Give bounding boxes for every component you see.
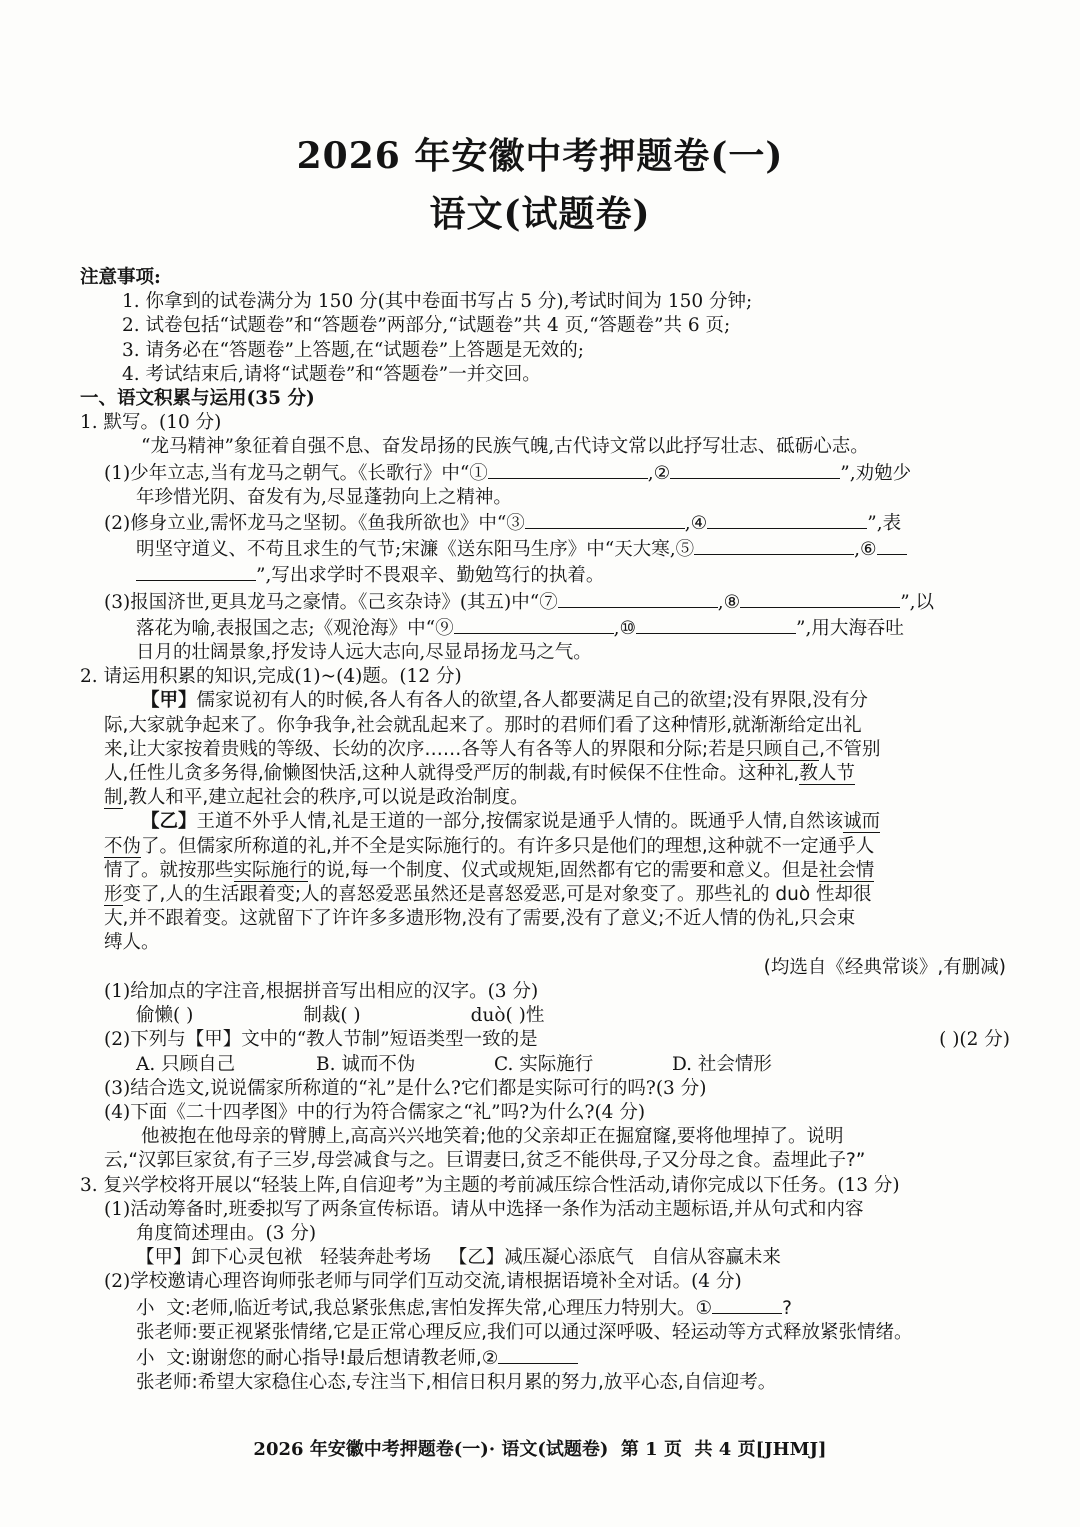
q2-sub1-items (80, 1004, 1010, 1028)
q2-sub4: (4)下面《二十四孝图》中的行为符合儒家之“礼”吗?为什么?(4 分) (104, 1101, 646, 1123)
exam-content (80, 266, 1010, 1395)
page-subtitle: 语文(试题卷) (429, 193, 651, 235)
passage-source: (均选自《经典常谈》,有删减) (763, 956, 1006, 978)
answer-blank-3[interactable] (525, 510, 685, 529)
answer-blank-9[interactable] (454, 615, 614, 634)
notice-item: 4. 考试结束后,请将“试题卷”和“答题卷”一并交回。 (122, 363, 541, 385)
answer-blank-8[interactable] (740, 589, 900, 608)
answer-paren[interactable]: ( )(2 分) (939, 1029, 1010, 1051)
q3-sub1: (1)活动筹备时,班委拟写了两条宣传标语。请从中选择一条作为活动主题标语,并从句式和内容 (104, 1198, 864, 1220)
q2-sub1: (1)给加点的字注音,根据拼音写出相应的汉字。(3 分) (104, 980, 539, 1002)
pinyin-item: 制裁( ) (303, 1005, 361, 1027)
answer-blank-1[interactable] (488, 460, 648, 479)
q2-sub2-options (80, 1053, 1010, 1077)
option-a[interactable]: A. 只顾自己 (136, 1053, 236, 1075)
option-b[interactable]: B. 诚而不伪 (316, 1053, 416, 1075)
q3-sub2: (2)学校邀请心理咨询师张老师与同学们互动交流,请根据语境补全对话。(4 分) (104, 1271, 742, 1293)
question-2-heading: 2. 请运用积累的知识,完成(1)~(4)题。(12 分) (80, 666, 462, 688)
pinyin-item: duò( )性 (470, 1005, 545, 1027)
notice-item: 3. 请务必在“答题卷”上答题,在“试题卷”上答题是无效的; (122, 339, 584, 361)
notice-item: 2. 试卷包括“试题卷”和“答题卷”两部分,“试题卷”共 4 页,“答题卷”共 6 页; (122, 315, 731, 337)
question-3-heading: 3. 复兴学校将开展以“轻装上阵,自信迎考”为主题的考前减压综合性活动,请你完成以下任务。(13 分) (80, 1174, 900, 1196)
passage-jia: 【甲】儒家说初有人的时候,各人有各人的欲望,各人都要满足自己的欲望;没有界限,没有分 际,大家就争起来了。你争我争,社会就乱起来了。那时的君师们看了这种情形,就渐渐给定出礼 来,让大家按着贵贱的等级、长幼的次序……各等人有各等人的界限和分际;若是只顾自己,不管别 人,任性儿贪多务得,偷懒图快活,这种人就得受严厉的制裁,有时候保不住性命。这种礼,教人节 制,教人和平,建立起社会的秩序,可以说是政治制度。 (104, 690, 881, 809)
answer-blank-4[interactable] (707, 510, 867, 529)
answer-blank-2[interactable] (670, 460, 840, 479)
q1-part3-cont2: 日月的壮阔景象,抒发诗人远大志向,尽显昂扬龙马之气。 (136, 642, 592, 664)
q2-sub4-text: 他被抱在他母亲的臂膊上,高高兴兴地笑着;他的父亲却正在掘窟窿,要将他埋掉了。说明 (141, 1126, 844, 1148)
answer-blank-dialogue-1[interactable] (712, 1295, 782, 1314)
option-d[interactable]: D. 社会情形 (672, 1053, 772, 1075)
q3-slogans: 【甲】卸下心灵包袱 轻装奔赴考场 【乙】减压凝心添底气 自信从容赢未来 (136, 1247, 781, 1269)
answer-blank-6[interactable] (877, 536, 907, 555)
option-c[interactable]: C. 实际施行 (494, 1053, 594, 1075)
question-1-heading: 1. 默写。(10 分) (80, 412, 222, 434)
q1-part2-cont2: ”,写出求学时不畏艰辛、勤勉笃行的执着。 (80, 562, 1010, 588)
dialogue (80, 1295, 1010, 1396)
q1-part2: (2)修身立业,需怀龙马之坚韧。《鱼我所欲也》中“③ ,④ ”,表 (80, 510, 1010, 536)
answer-blank-10[interactable] (636, 615, 796, 634)
answer-blank-5[interactable] (694, 536, 854, 555)
section-heading: 一、语文积累与运用(35 分) (80, 388, 315, 410)
notice-item: 1. 你拿到的试卷满分为 150 分(其中卷面书写占 5 分),考试时间为 150 分钟; (122, 291, 753, 313)
pinyin-item: 偷懒( ) (136, 1005, 194, 1027)
page-title: 2026 年安徽中考押题卷(一) (296, 135, 784, 177)
q1-part2-cont: 明坚守道义、不苟且求生的气节;宋濂《送东阳马生序》中“天大寒,⑤ ,⑥ (80, 536, 1010, 562)
q1-part1-cont: 年珍惜光阴、奋发有为,尽显蓬勃向上之精神。 (136, 486, 512, 508)
page-footer: 2026 年安徽中考押题卷(一)· 语文(试题卷) 第 1 页 共 4 页[JHMJ] (253, 1439, 827, 1460)
q2-sub3: (3)结合选文,说说儒家所称道的“礼”是什么?它们都是实际可行的吗?(3 分) (104, 1077, 707, 1099)
q2-sub2: (2)下列与【甲】文中的“教人节制”短语类型一致的是 ( )(2 分) (80, 1028, 1010, 1052)
answer-blank-7[interactable] (558, 589, 718, 608)
q3-sub1-cont: 角度简述理由。(3 分) (136, 1222, 317, 1244)
question-1-intro: “龙马精神”象征着自强不息、奋发昂扬的民族气魄,古代诗文常以此抒写壮志、砥砺心志。 (141, 436, 869, 458)
dialogue-line: 小 文:老师,临近考试,我总紧张焦虑,害怕发挥失常,心理压力特别大。① ? (80, 1295, 1010, 1321)
q2-sub4-text-cont: 云,“汉郭巨家贫,有子三岁,母尝减食与之。巨谓妻曰,贫乏不能供母,子又分母之食。盍埋此子?” (104, 1150, 866, 1172)
dialogue-line: 张老师:希望大家稳住心态,专注当下,相信日积月累的努力,放平心态,自信迎考。 (136, 1372, 777, 1394)
q1-part3: (3)报国济世,更具龙马之豪情。《己亥杂诗》(其五)中“⑦ ,⑧ ”,以 (80, 589, 1010, 615)
passage-yi: 【乙】王道不外乎人情,礼是王道的一部分,按儒家说是通乎人情的。既通乎人情,自然该诚而 不伪了。但儒家所称道的礼,并不全是实际施行的。有许多只是他们的理想,这种就不一定通乎人 情了。就按那些实际施行的说,每一个制度、仪式或规矩,固然都有它的需要和意义。但是社会情 形变了,人的生活跟着变;人的喜怒爱恶虽然还是喜怒爱恶,可是对象变了。那些礼的 duò 性却很 大,并不跟着变。这就留下了许许多多遗形物,没有了需要,没有了意义;不近人情的伪礼,只会束 缚人。 (104, 811, 881, 954)
q1-part3-cont: 落花为喻,表报国之志;《观沧海》中“⑨ ,⑩ ”,用大海吞吐 (80, 615, 1010, 641)
dialogue-line: 小 文:谢谢您的耐心指导!最后想请教老师,② (80, 1345, 1010, 1371)
notice-heading: 注意事项: (80, 267, 161, 288)
answer-blank-6-cont[interactable] (136, 562, 256, 581)
q1-part1: (1)少年立志,当有龙马之朝气。《长歌行》中“① ,② ”,劝勉少 (80, 460, 1010, 486)
answer-blank-dialogue-2[interactable] (498, 1345, 578, 1364)
dialogue-line: 张老师:要正视紧张情绪,它是正常心理反应,我们可以通过深呼吸、轻运动等方式释放紧张情绪。 (136, 1321, 913, 1343)
